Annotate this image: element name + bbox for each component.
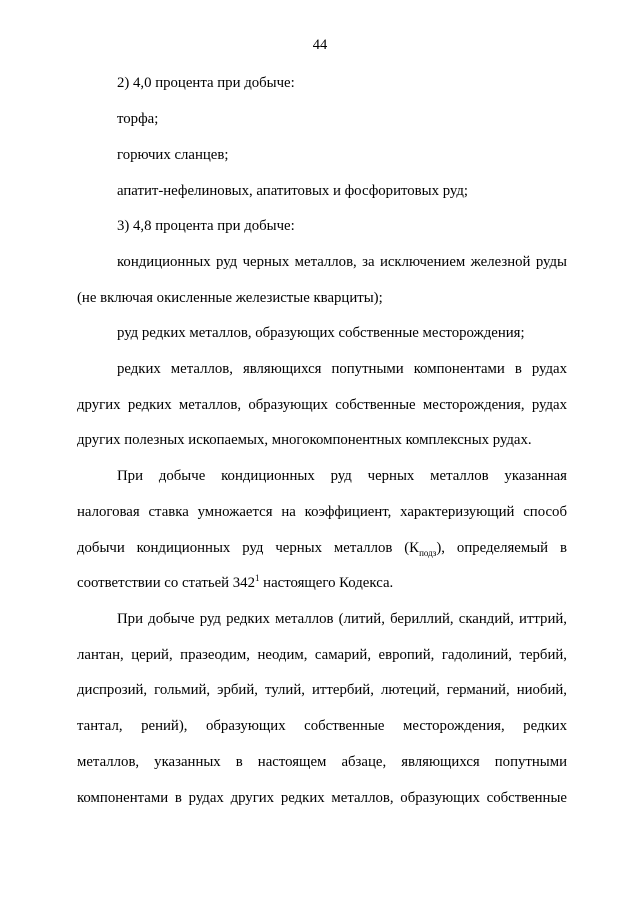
paragraph-rare-list-line-3: диспрозий, гольмий, эрбий, тулий, иттербий, лютеций, германий, ниобий, — [77, 682, 567, 698]
paragraph-rare-list-line-1: При добыче руд редких металлов (литий, бериллий, скандий, иттрий, — [117, 611, 567, 627]
paragraph-rare-metals-line-3: других полезных ископаемых, многокомпонентных комплексных рудах. — [77, 432, 532, 448]
paragraph-coefficient-line-2: налоговая ставка умножается на коэффициент, характеризующий способ — [77, 504, 567, 520]
paragraph-rare-metals-line-2: других редких металлов, образующих собственные месторождения, рудах — [77, 397, 567, 413]
paragraph-coefficient-line-3 — [77, 539, 567, 557]
list-item-oil-shale: горючих сланцев; — [117, 147, 229, 163]
article-superscript: 1 — [254, 573, 260, 584]
paragraph-rare-metals-line-1: редких металлов, являющихся попутными компонентами в рудах — [117, 361, 567, 377]
paragraph-coefficient-line-4 — [77, 574, 567, 592]
list-item-rate-4-8: 3) 4,8 процента при добыче: — [117, 218, 295, 234]
paragraph-rare-list-line-4: тантал, рений), образующих собственные месторождения, редких — [77, 718, 567, 734]
paragraph-rare-list-line-5: металлов, указанных в настоящем абзаце, являющихся попутными — [77, 754, 567, 770]
paragraph-rare-list-line-6: компонентами в рудах других редких металлов, образующих собственные — [77, 790, 567, 806]
list-item-peat: торфа; — [117, 111, 159, 127]
coefficient-text-end: ), определяемый в — [436, 540, 567, 556]
paragraph-rare-list-line-2: лантан, церий, празеодим, неодим, самарий, европий, гадолиний, тербий, — [77, 647, 567, 663]
article-reference-end: настоящего Кодекса. — [259, 575, 394, 591]
page-number: 44 — [312, 37, 328, 53]
list-item-rate-4-0: 2) 4,0 процента при добыче: — [117, 75, 295, 91]
list-item-rare-metal-ores: руд редких металлов, образующих собственные месторождения; — [117, 325, 525, 341]
article-reference-text: соответствии со статьей 342 — [77, 575, 255, 591]
coefficient-subscript: подз — [419, 547, 437, 558]
coefficient-text-start: добычи кондиционных руд черных металлов (К — [77, 540, 420, 556]
paragraph-coefficient-line-1: При добыче кондиционных руд черных металлов указанная — [117, 468, 567, 484]
paragraph-ferrous-line-2: (не включая окисленные железистые кварциты); — [77, 290, 383, 306]
paragraph-ferrous-line-1: кондиционных руд черных металлов, за исключением железной руды — [117, 254, 567, 270]
list-item-apatite-ores: апатит-нефелиновых, апатитовых и фосфоритовых руд; — [117, 183, 469, 199]
